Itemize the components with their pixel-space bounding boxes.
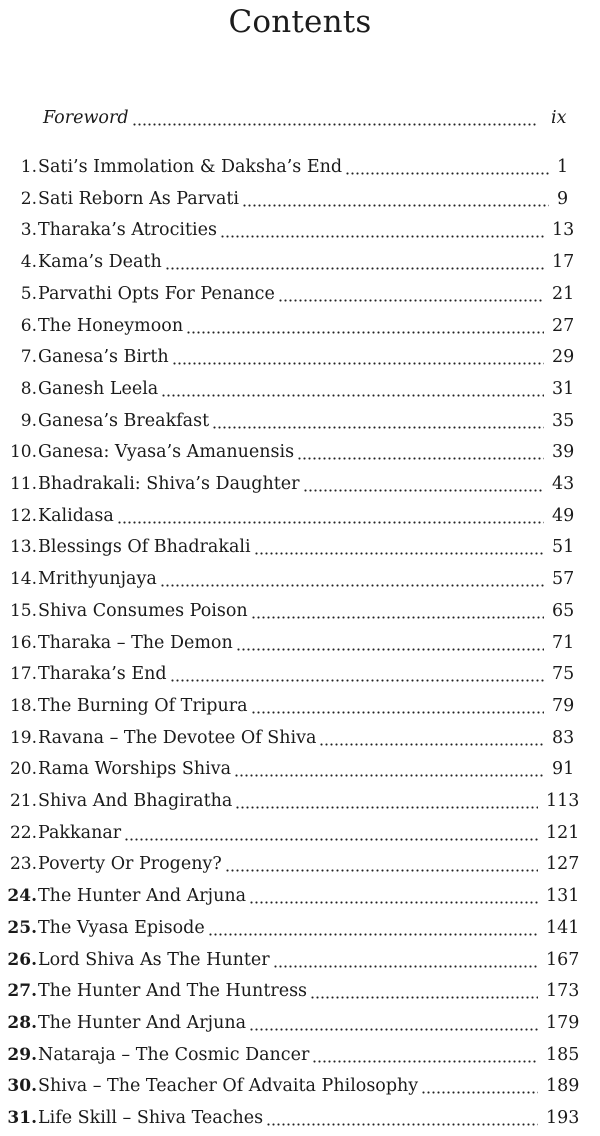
toc-entry-title: The Honeymoon bbox=[38, 310, 185, 342]
toc-entry-number: 3. bbox=[20, 220, 37, 241]
toc-entry-number: 31. bbox=[7, 1108, 37, 1128]
toc-entry bbox=[0, 848, 600, 880]
leader-dots bbox=[165, 267, 544, 270]
toc-entry-title: The Burning Of Tripura bbox=[38, 690, 250, 722]
leader-dots bbox=[220, 235, 544, 238]
leader-dots bbox=[124, 838, 538, 841]
toc-entry bbox=[0, 944, 600, 976]
leader-dots bbox=[303, 489, 544, 492]
toc-entry-title: Parvathi Opts For Penance bbox=[38, 278, 277, 310]
toc-entry-page: 39 bbox=[552, 442, 575, 463]
toc-entry bbox=[0, 468, 600, 500]
toc-entry-number: 18. bbox=[9, 695, 37, 716]
toc-entry-number: 24. bbox=[7, 886, 37, 907]
toc-entry-number: 10. bbox=[9, 442, 37, 463]
leader-dots bbox=[234, 774, 544, 777]
toc-entry bbox=[0, 1007, 600, 1039]
toc-entry-page: 173 bbox=[546, 981, 580, 1002]
toc-entry-title: Ganesa’s Breakfast bbox=[38, 405, 211, 437]
leader-dots bbox=[172, 362, 544, 365]
toc-entry-page: 9 bbox=[557, 188, 569, 209]
leader-dots bbox=[170, 679, 544, 682]
toc-entry-title: Mrithyunjaya bbox=[38, 563, 159, 595]
leader-dots bbox=[236, 648, 544, 651]
toc-entry-number: 7. bbox=[20, 347, 37, 368]
toc-entry-title: The Vyasa Episode bbox=[38, 912, 207, 944]
leader-dots bbox=[160, 584, 544, 587]
toc-entry-page: 51 bbox=[552, 537, 575, 558]
toc-entry bbox=[0, 214, 600, 246]
leader-dots bbox=[297, 457, 544, 460]
toc-entry-page: 113 bbox=[546, 791, 580, 811]
toc-entry-page: 13 bbox=[552, 220, 575, 241]
toc-entry-page: 65 bbox=[552, 600, 575, 621]
toc-entry bbox=[0, 975, 600, 1007]
toc-entry-title: The Hunter And The Huntress bbox=[38, 975, 309, 1007]
toc-entry-page: 131 bbox=[546, 886, 580, 907]
toc-entry-title: Shiva And Bhagiratha bbox=[38, 785, 234, 817]
toc-entry-page: 141 bbox=[546, 917, 580, 938]
toc-entry-number: 15. bbox=[9, 600, 37, 621]
toc-entry-number: 22. bbox=[9, 822, 37, 843]
toc-entry-title: Kalidasa bbox=[38, 500, 116, 532]
toc-entry-title: Pakkanar bbox=[38, 817, 123, 849]
toc-entry bbox=[0, 1039, 600, 1071]
toc-entry-number: 23. bbox=[9, 854, 37, 875]
toc-entry bbox=[0, 436, 600, 468]
toc-entry-number: 11. bbox=[9, 474, 37, 494]
toc-entry-page: 35 bbox=[552, 410, 575, 431]
toc-entry bbox=[0, 690, 600, 722]
toc-entry-number: 14. bbox=[9, 569, 37, 590]
leader-dots bbox=[251, 711, 544, 714]
toc-entry-page: 185 bbox=[546, 1044, 580, 1065]
toc-entry-page: 189 bbox=[546, 1076, 580, 1097]
toc-entry bbox=[0, 817, 600, 849]
toc-entry-number: 8. bbox=[20, 378, 37, 399]
toc-entry bbox=[0, 658, 600, 690]
toc-entry-number: 6. bbox=[20, 315, 37, 336]
toc-entry bbox=[0, 912, 600, 944]
toc-entry-title: Poverty Or Progeny? bbox=[38, 848, 224, 880]
toc-entry-number: 21. bbox=[9, 791, 37, 811]
toc-entry bbox=[0, 500, 600, 532]
toc-entry-number: 12. bbox=[9, 505, 37, 526]
leader-dots bbox=[421, 1091, 538, 1094]
toc-entry-title: Tharaka’s End bbox=[38, 658, 169, 690]
toc-entry bbox=[0, 753, 600, 785]
leader-dots bbox=[254, 552, 544, 555]
leader-dots bbox=[161, 394, 544, 397]
toc-entry-page: 21 bbox=[552, 283, 575, 304]
toc-entry-title: Kama’s Death bbox=[38, 246, 164, 278]
leader-dots bbox=[266, 1123, 538, 1126]
toc-entry-title: Nataraja – The Cosmic Dancer bbox=[38, 1039, 311, 1071]
toc-entry-page: 83 bbox=[552, 727, 575, 748]
leader-dots bbox=[249, 901, 538, 904]
leader-dots bbox=[345, 172, 549, 175]
leader-dots bbox=[310, 996, 538, 999]
toc-entry bbox=[0, 595, 600, 627]
toc-entry bbox=[0, 278, 600, 310]
toc-entry bbox=[0, 246, 600, 278]
toc-entry-title: Tharaka’s Atrocities bbox=[38, 214, 219, 246]
toc-entry-title: Bhadrakali: Shiva’s Daughter bbox=[38, 468, 302, 500]
leader-dots bbox=[186, 331, 544, 334]
leader-dots bbox=[212, 426, 544, 429]
toc-entry-number: 20. bbox=[9, 759, 37, 780]
leader-dots bbox=[132, 123, 537, 126]
leader-dots bbox=[249, 1028, 538, 1031]
toc-entry-title: Ravana – The Devotee Of Shiva bbox=[38, 722, 318, 754]
toc-entry-title: Sati Reborn As Parvati bbox=[38, 183, 241, 215]
toc-entry-number: 13. bbox=[9, 537, 37, 558]
toc-entry-page: 57 bbox=[552, 569, 575, 590]
toc-entry-title: Tharaka – The Demon bbox=[38, 627, 235, 659]
leader-dots bbox=[208, 933, 538, 936]
toc-entry bbox=[0, 1102, 600, 1134]
toc-entry-number: 28. bbox=[7, 1012, 37, 1033]
toc-entry-title: Ganesh Leela bbox=[38, 373, 160, 405]
toc-entry-page: 1 bbox=[557, 157, 569, 177]
toc-entry-number: 2. bbox=[20, 188, 37, 209]
toc-entry-page: 179 bbox=[546, 1012, 580, 1033]
toc-entry-page: 31 bbox=[552, 378, 575, 399]
toc-entry-title: Shiva Consumes Poison bbox=[38, 595, 250, 627]
toc-entry-page: 167 bbox=[546, 949, 580, 970]
toc-entry-page: 43 bbox=[552, 474, 575, 494]
toc-entry-number: 4. bbox=[20, 252, 37, 273]
toc-foreword-page: ix bbox=[551, 108, 567, 128]
leader-dots bbox=[235, 806, 538, 809]
toc-entry bbox=[0, 341, 600, 373]
toc-entry-number: 16. bbox=[9, 632, 37, 653]
page-title: Contents bbox=[228, 4, 372, 40]
leader-dots bbox=[278, 299, 544, 302]
toc-entry bbox=[0, 405, 600, 437]
toc-entry-title: Ganesa: Vyasa’s Amanuensis bbox=[38, 436, 296, 468]
toc-entry bbox=[0, 531, 600, 563]
leader-dots bbox=[242, 204, 549, 207]
toc-entry-number: 30. bbox=[7, 1076, 37, 1097]
toc-entry-title: Shiva – The Teacher Of Advaita Philosophy bbox=[38, 1070, 420, 1102]
toc-entry-title: Lord Shiva As The Hunter bbox=[38, 944, 272, 976]
toc-entry-title: Blessings Of Bhadrakali bbox=[38, 531, 253, 563]
toc-entry-number: 26. bbox=[7, 949, 37, 970]
toc-foreword bbox=[0, 102, 600, 134]
toc-entry-number: 5. bbox=[20, 283, 37, 304]
toc-entry-title: Rama Worships Shiva bbox=[38, 753, 233, 785]
leader-dots bbox=[251, 616, 544, 619]
toc-entry bbox=[0, 1070, 600, 1102]
toc-entry-title: The Hunter And Arjuna bbox=[38, 1007, 248, 1039]
toc-entry-page: 91 bbox=[552, 759, 575, 780]
toc-entry bbox=[0, 563, 600, 595]
toc-entry-number: 27. bbox=[7, 981, 37, 1002]
toc-entry-number: 1. bbox=[20, 157, 37, 177]
toc-entry-page: 79 bbox=[552, 695, 575, 716]
toc-entry-page: 75 bbox=[552, 664, 575, 685]
leader-dots bbox=[273, 965, 538, 968]
toc-entry-title: Life Skill – Shiva Teaches bbox=[38, 1102, 265, 1134]
toc-entry bbox=[0, 151, 600, 183]
toc-entry-page: 27 bbox=[552, 315, 575, 336]
toc-entry-page: 49 bbox=[552, 505, 575, 526]
toc-entry bbox=[0, 785, 600, 817]
toc-entry-title: The Hunter And Arjuna bbox=[38, 880, 248, 912]
toc-entry-number: 25. bbox=[7, 917, 37, 938]
toc-entry bbox=[0, 373, 600, 405]
toc-entry-page: 17 bbox=[552, 252, 575, 273]
toc-entry-title: Sati’s Immolation & Daksha’s End bbox=[38, 151, 344, 183]
toc-entry-number: 19. bbox=[9, 727, 37, 748]
leader-dots bbox=[319, 743, 544, 746]
toc-entry-number: 29. bbox=[7, 1044, 37, 1065]
toc-entry-page: 71 bbox=[552, 632, 575, 653]
toc-entry bbox=[0, 183, 600, 215]
toc-entry-page: 127 bbox=[546, 854, 580, 875]
toc-entry-number: 17. bbox=[9, 664, 37, 685]
leader-dots bbox=[312, 1060, 538, 1063]
leader-dots bbox=[117, 521, 544, 524]
toc-entry-page: 29 bbox=[552, 347, 575, 368]
leader-dots bbox=[225, 869, 538, 872]
toc-entry bbox=[0, 722, 600, 754]
toc-entry-title: Ganesa’s Birth bbox=[38, 341, 171, 373]
toc-entry bbox=[0, 310, 600, 342]
toc-entry-page: 193 bbox=[546, 1108, 580, 1128]
toc-entry-number: 9. bbox=[20, 410, 37, 431]
toc-foreword-label: Foreword bbox=[43, 102, 131, 134]
toc-entry bbox=[0, 627, 600, 659]
toc-entry-page: 121 bbox=[546, 822, 580, 843]
toc-entry bbox=[0, 880, 600, 912]
